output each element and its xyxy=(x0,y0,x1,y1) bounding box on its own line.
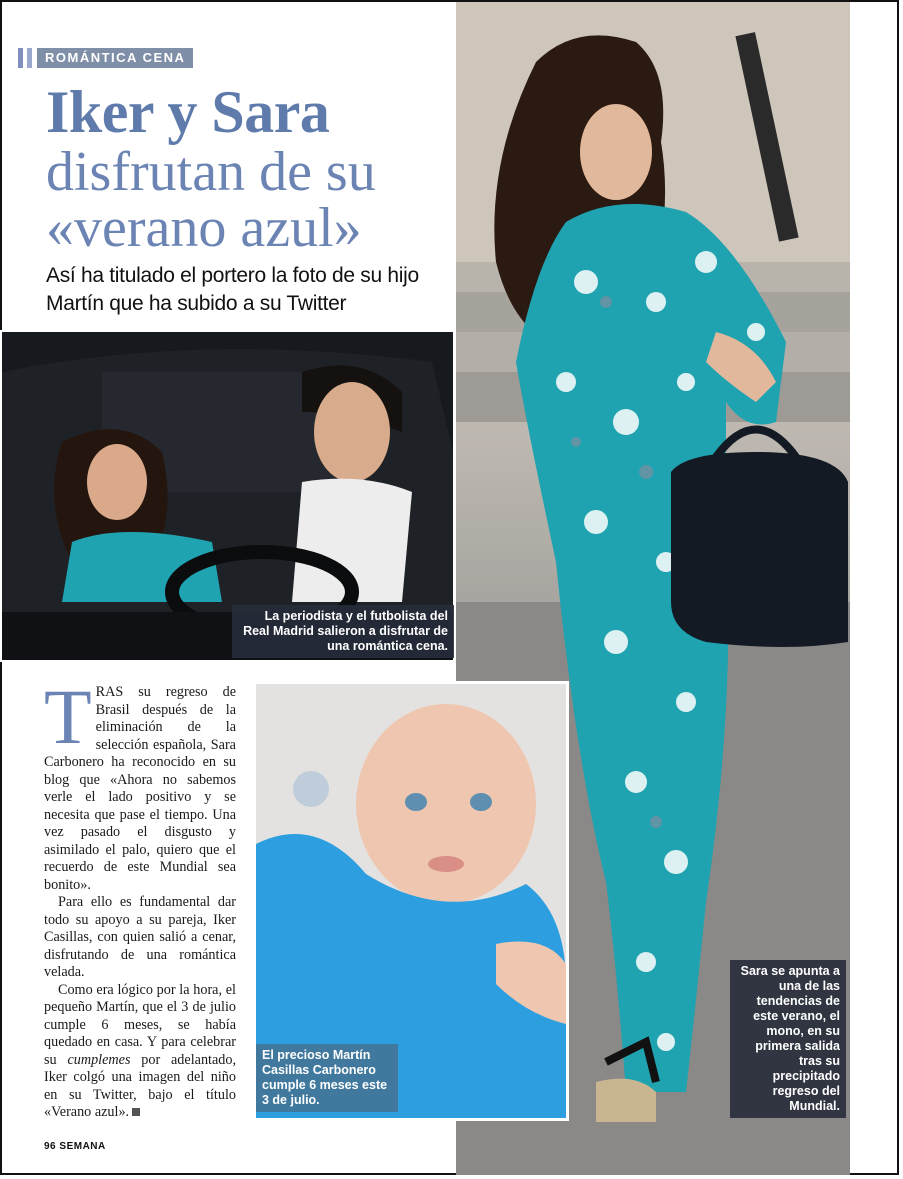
page-folio: 96 SEMANA xyxy=(44,1141,106,1152)
car-photo-caption: La periodista y el futbolista del Real Madrid salieron a disfrutar de una romántica cena. xyxy=(232,605,454,658)
paragraph-2: Para ello es fundamental dar todo su apoyo a su pareja, Iker Casillas, con quien salió a cenar, disfrutando de una romántica velada. xyxy=(44,894,236,980)
drop-cap: T xyxy=(44,673,92,760)
paragraph-1-text: RAS su regreso de Brasil después de la eliminación de la selección española, Sara Carbonero ha reconocido en su blog que «Ahora no sabemos verle el lado positivo y se necesita que pase el tiempo. Una vez pasado el disgusto y asimilado el palo, quiero que el recuerdo de este Mundial sea bonito». xyxy=(44,684,236,893)
subheadline: Así ha titulado el portero la foto de su hijo Martín que ha subido a su Twitter xyxy=(46,264,419,315)
paragraph-1 xyxy=(44,673,236,894)
paragraph-3-emphasis: cumplemes xyxy=(67,1051,131,1068)
section-kicker xyxy=(18,48,193,68)
sara-photo-caption: Sara se apunta a una de las tendencias de este verano, el mono, en su primera salida tras su precipitado regreso del Mundial. xyxy=(730,960,846,1118)
headline-line-2: disfrutan de su xyxy=(46,141,376,203)
paragraph-3-text-a: Como era lógico por la hora, el pequeño Martín, que el 3 de julio cumple 6 meses, se había quedado en casa. Y para celebrar su xyxy=(44,981,236,1068)
end-mark xyxy=(132,1108,140,1116)
kicker-label: ROMÁNTICA CENA xyxy=(37,48,193,68)
article-body xyxy=(44,673,237,1122)
baby-photo-caption: El precioso Martín Casillas Carbonero cumple 6 meses este 3 de julio. xyxy=(256,1044,398,1112)
headline-line-1: Iker y Sara xyxy=(46,79,330,145)
headline-line-3: «verano azul» xyxy=(46,197,362,259)
paragraph-3 xyxy=(44,982,236,1122)
kicker-bar xyxy=(18,48,23,68)
paragraph-3-text-b: por adelantado, Iker colgó una imagen del niño en su Twitter, bajo el título «Verano azul». xyxy=(44,1051,237,1120)
kicker-bar xyxy=(27,48,32,68)
